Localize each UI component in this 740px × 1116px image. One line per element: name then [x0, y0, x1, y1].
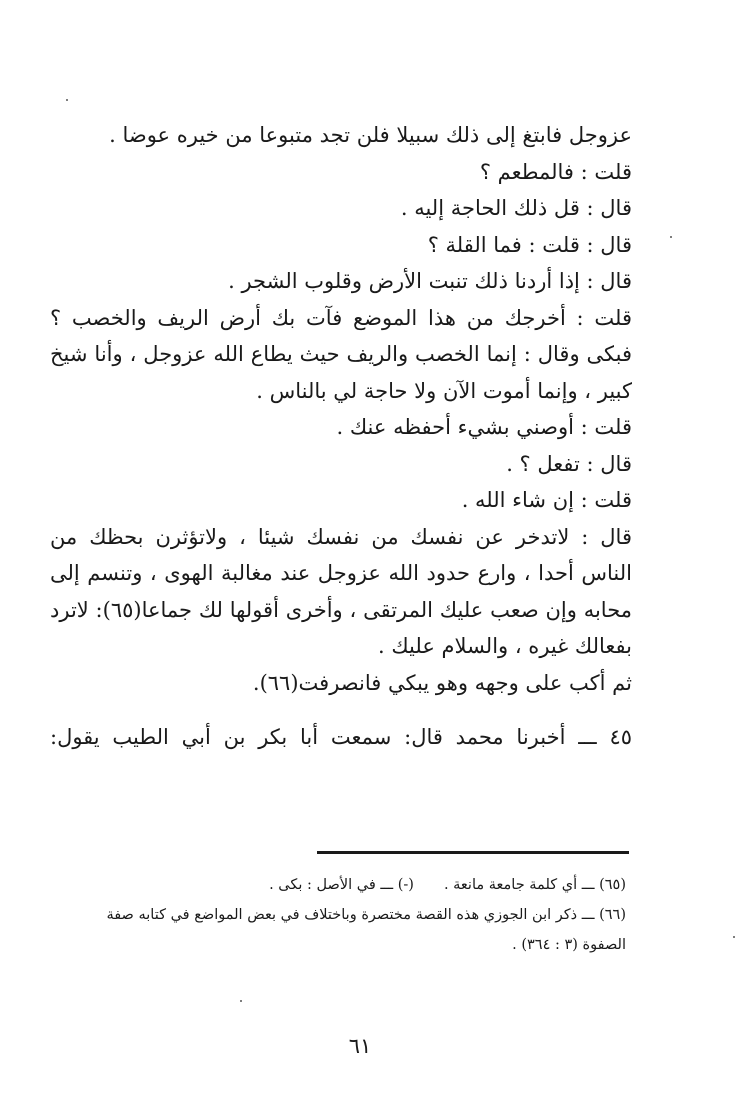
- footnote-separator: [317, 851, 629, 854]
- footnote-66-cont: الصفوة (٣ : ٣٦٤) .: [512, 937, 626, 953]
- text-line: الناس أحدا ، وارع حدود الله عزوجل عند مغالبة الهوى ، وتنسم إلى: [50, 561, 632, 585]
- footnote-65: [62, 870, 626, 900]
- text-line: محابه وإن صعب عليك المرتقى ، وأخرى أقولها لك جماعا(٦٥): لاترد: [50, 597, 632, 622]
- text-line: عزوجل فابتغ إلى ذلك سبيلا فلن تجد متبوعا من خيره عوضا .: [109, 123, 632, 147]
- text-line: قال : قل ذلك الحاجة إليه .: [400, 196, 632, 220]
- text-line: فبكى وقال : إنما الخصب والريف حيث يطاع الله عزوجل ، وأنا شيخ: [50, 342, 632, 366]
- main-text: [50, 117, 632, 756]
- text-line: قال : لاتدخر عن نفسك من نفسك شيئا ، ولاتؤثرن بحظك من: [50, 524, 632, 549]
- text-line: قال : إذا أردنا ذلك تنبت الأرض وقلوب الشجر .: [228, 269, 632, 293]
- scan-speck: [670, 236, 672, 238]
- scan-speck: [733, 936, 735, 938]
- text-line: بفعالك غيره ، والسلام عليك .: [378, 634, 632, 658]
- text-line: قلت : أخرجك من هذا الموضع فآت بك أرض الريف والخصب ؟: [50, 305, 632, 330]
- text-line: قلت : إن شاء الله .: [461, 488, 632, 512]
- section-heading-line: ٤٥ ـــ أخبرنا محمد قال: سمعت أبا بكر بن أبي الطيب يقول:: [50, 725, 632, 749]
- text-line: قال : تفعل ؟ .: [506, 451, 632, 476]
- footnote-66: (٦٦) ـــ ذكر ابن الجوزي هذه القصة مختصرة وباختلاف في بعض المواضع في كتابه صفة: [106, 907, 626, 923]
- text-line: كبير ، وإنما أموت الآن ولا حاجة لي بالناس .: [256, 378, 632, 403]
- scan-speck: [66, 99, 68, 101]
- footnotes: [62, 870, 626, 960]
- text-line: ثم أكب على وجهه وهو يبكي فانصرفت(٦٦).: [252, 670, 632, 695]
- text-line: قال : قلت : فما القلة ؟: [427, 232, 632, 257]
- text-line: قلت : أوصني بشيء أحفظه عنك .: [336, 415, 632, 439]
- scan-speck: [240, 1000, 242, 1002]
- paragraph-gap: [50, 701, 632, 719]
- page-number: ٦١: [348, 1034, 372, 1058]
- footnote-variant-text: (-) ـــ في الأصل : بكى .: [269, 877, 414, 893]
- text-line: قلت : فالمطعم ؟: [479, 159, 632, 184]
- footnote-65-text: (٦٥) ـــ أي كلمة جامعة مانعة .: [443, 877, 626, 893]
